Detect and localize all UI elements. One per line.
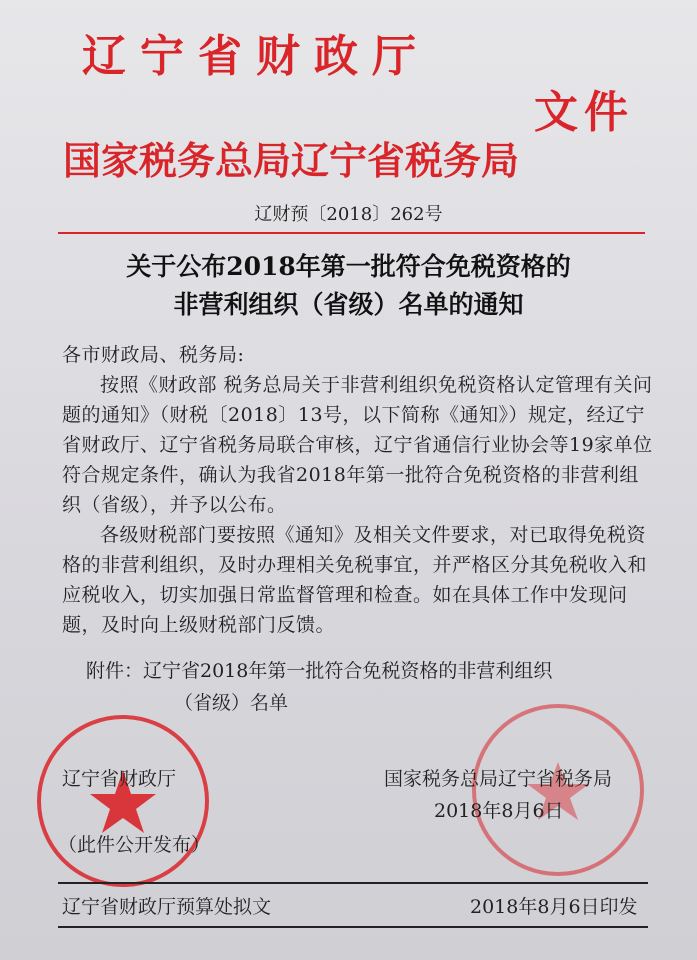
issuer-file-word: 文件 bbox=[534, 87, 634, 138]
title-line-1: 关于公布2018年第一批符合免税资格的 bbox=[126, 252, 571, 281]
issuer-line-1: 辽宁省财政厅 bbox=[82, 31, 430, 82]
left-official-seal bbox=[34, 712, 212, 890]
document-title bbox=[0, 248, 697, 324]
document-number: 辽财预〔2018〕262号 bbox=[254, 204, 443, 225]
footer-print-date: 2018年8月6日印发 bbox=[470, 896, 638, 918]
footer-bottom-rule bbox=[58, 926, 648, 928]
issuer-line-2: 国家税务总局辽宁省税务局 bbox=[63, 139, 520, 183]
signature-left: 辽宁省财政厅 bbox=[62, 768, 177, 790]
publish-note: （此件公开发布） bbox=[58, 834, 211, 856]
signature-right: 国家税务总局辽宁省税务局 bbox=[384, 768, 613, 790]
attachment-line-1: 附件：辽宁省2018年第一批符合免税资格的非营利组织 bbox=[86, 660, 553, 682]
salutation: 各市财政局、税务局: bbox=[62, 344, 245, 366]
title-line-2: 非营利组织（省级）名单的通知 bbox=[173, 290, 524, 319]
signature-date: 2018年8月6日 bbox=[434, 800, 564, 822]
body-paragraph-2: 各级财税部门要按照《通知》及相关文件要求，对已取得免税资格的非营利组织，及时办理相关免税事宜，并严格区分其免税收入和应税收入，切实加强日常监督管理和检查。如在具体工作中发现问题，及时向上级财税部门反馈。 bbox=[62, 524, 648, 636]
footer-drafter: 辽宁省财政厅预算处拟文 bbox=[62, 896, 272, 918]
red-divider bbox=[58, 232, 645, 234]
document-body bbox=[62, 340, 658, 640]
body-paragraph-1: 按照《财政部 税务总局关于非营利组织免税资格认定管理有关问题的通知》（财税〔2018〕13号，以下简称《通知》）规定，经辽宁省财政厅、辽宁省税务局联合审核，辽宁省通信行业协会等19家单位符合规定条件，确认为我省2018年第一批符合免税资格的非营利组织（省级），并予以公布。 bbox=[62, 374, 653, 516]
footer-top-rule bbox=[58, 882, 648, 884]
attachment-line-2: （省级）名单 bbox=[174, 692, 289, 714]
